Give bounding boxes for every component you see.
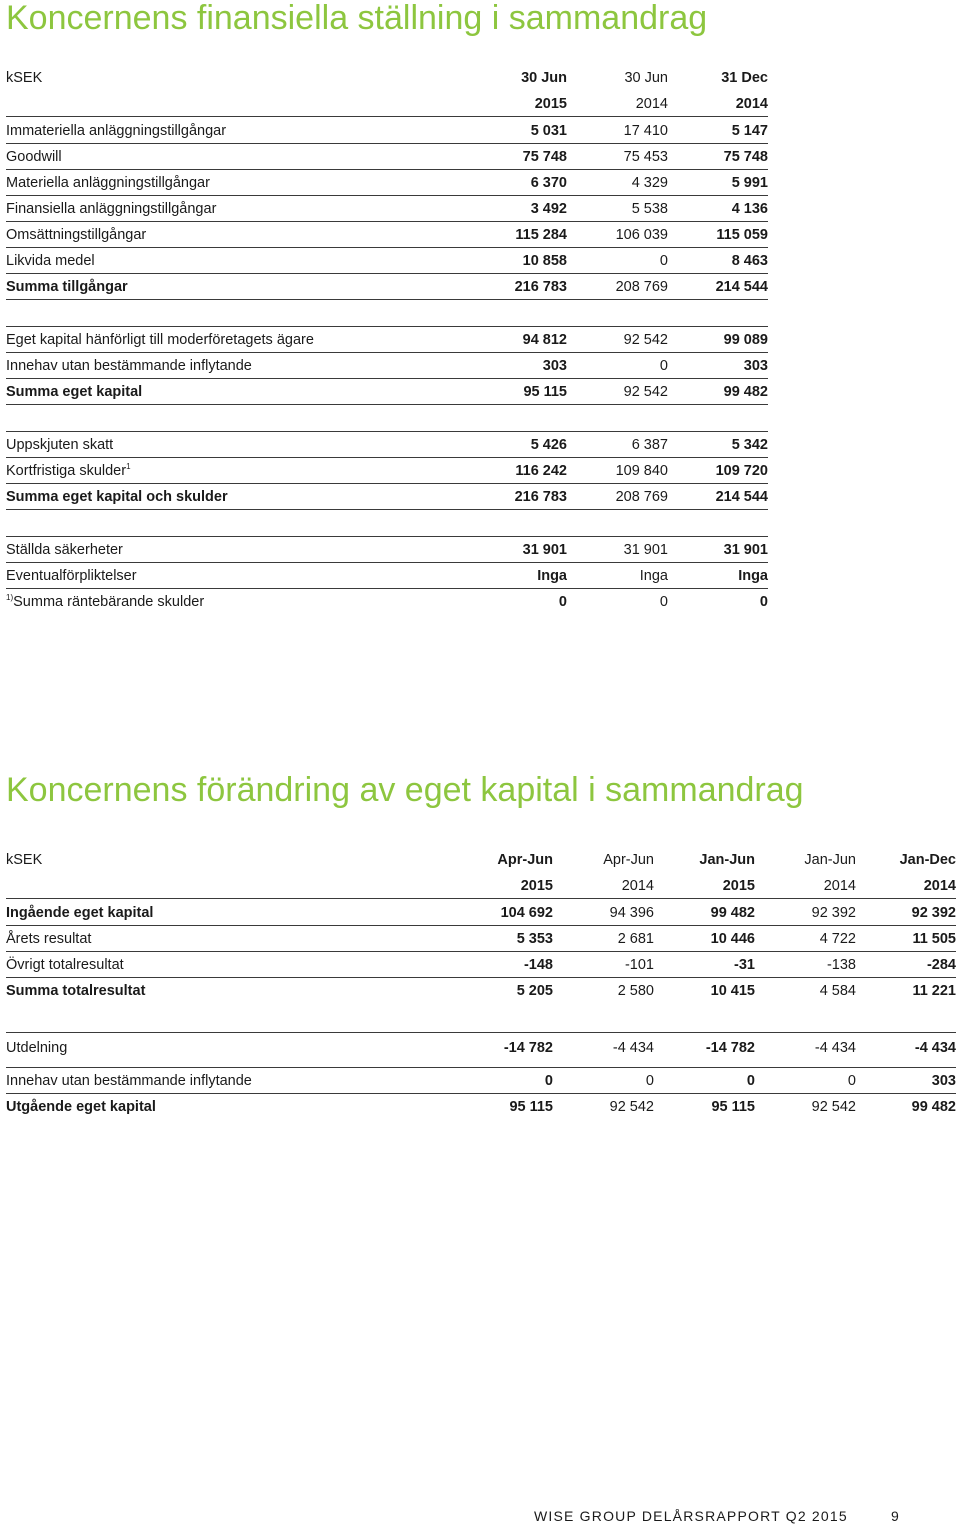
cell: Inga [738, 568, 768, 584]
cell: 4 722 [819, 931, 856, 947]
cell: 4 329 [631, 175, 668, 191]
col-header-year: 2015 [520, 878, 553, 894]
cell: 106 039 [615, 227, 668, 243]
cell: 31 901 [723, 542, 768, 558]
cell: 31 901 [623, 542, 668, 558]
col-header-year: 2014 [923, 878, 956, 894]
table-row-total [6, 978, 956, 1004]
row-label: Utdelning [6, 1040, 68, 1056]
cell: 0 [847, 1073, 856, 1089]
row-label: Innehav utan bestämmande inflytande [6, 1073, 252, 1089]
cell: -284 [926, 957, 956, 973]
row-label: Övrigt totalresultat [6, 957, 124, 973]
cell: 95 115 [523, 384, 567, 400]
cell: 6 387 [631, 437, 668, 453]
row-label: Finansiella anläggningstillgångar [6, 201, 217, 217]
row-label: Summa eget kapital [6, 384, 143, 400]
table-header-row [6, 873, 956, 899]
cell: 75 748 [522, 149, 567, 165]
cell: 208 769 [615, 279, 668, 295]
footer-publication: WISE GROUP DELÅRSRAPPORT Q2 2015 [534, 1508, 848, 1524]
col-header: Jan-Jun [804, 852, 856, 868]
cell: 303 [931, 1073, 956, 1089]
cell: 2 580 [617, 983, 654, 999]
cell: 5 353 [516, 931, 553, 947]
cell: Inga [639, 568, 668, 584]
table-row-total [6, 1094, 956, 1120]
cell: Inga [537, 568, 567, 584]
col-header: Apr-Jun [497, 852, 553, 868]
row-label: Omsättningstillgångar [6, 227, 147, 243]
row-label-text: Kortfristiga skulder [6, 463, 127, 479]
cell: 303 [542, 358, 567, 374]
table-row [6, 196, 768, 222]
table-header-row [6, 65, 768, 91]
unit-label: kSEK [6, 70, 43, 86]
row-label: Ingående eget kapital [6, 905, 154, 921]
row-label: Eventualförpliktelser [6, 568, 137, 584]
footnote-ref: 1 [126, 462, 131, 471]
cell: 5 426 [530, 437, 567, 453]
table-row-total [6, 274, 768, 300]
cell: 99 089 [723, 332, 768, 348]
row-label: Immateriella anläggningstillgångar [6, 123, 227, 139]
footnote-marker: 1) [6, 593, 14, 602]
cell: -4 434 [814, 1040, 856, 1056]
cell: 4 136 [731, 201, 768, 217]
cell: 92 542 [623, 332, 668, 348]
cell: 94 396 [609, 905, 654, 921]
row-label: Summa tillgångar [6, 279, 128, 295]
col-header: Jan-Jun [699, 852, 755, 868]
cell: 75 748 [723, 149, 768, 165]
cell: 5 991 [731, 175, 768, 191]
cell: 0 [544, 1073, 553, 1089]
cell: 92 392 [811, 905, 856, 921]
cell: 109 720 [715, 463, 768, 479]
row-label: Summa totalresultat [6, 983, 146, 999]
table-header-row [6, 91, 768, 117]
table-row [6, 248, 768, 274]
table-row [6, 589, 768, 615]
row-label: Innehav utan bestämmande inflytande [6, 358, 252, 374]
table-row [6, 144, 768, 170]
table-row [6, 326, 768, 353]
row-label: Summa eget kapital och skulder [6, 489, 228, 505]
cell: 208 769 [615, 489, 668, 505]
col-header-year: 2014 [823, 878, 856, 894]
cell: -101 [624, 957, 654, 973]
row-label [6, 458, 131, 484]
table-row [6, 1068, 956, 1094]
cell: 5 342 [731, 437, 768, 453]
cell: 109 840 [615, 463, 668, 479]
unit-label: kSEK [6, 852, 43, 868]
cell: 0 [645, 1073, 654, 1089]
col-header: Jan-Dec [899, 852, 956, 868]
col-header: 31 Dec [721, 70, 768, 86]
cell: 216 783 [514, 279, 567, 295]
table-row-total [6, 379, 768, 405]
cell: 17 410 [623, 123, 668, 139]
table-row [6, 926, 956, 952]
cell: 75 453 [623, 149, 668, 165]
table-row [6, 458, 768, 484]
row-label: Uppskjuten skatt [6, 437, 114, 453]
cell: 216 783 [514, 489, 567, 505]
table-header-row [6, 847, 956, 873]
cell: -14 782 [503, 1040, 553, 1056]
table-row [6, 1032, 956, 1068]
cell: 99 482 [723, 384, 768, 400]
cell: 31 901 [522, 542, 567, 558]
col-header-year: 2014 [621, 878, 654, 894]
cell: 104 692 [500, 905, 553, 921]
cell: 115 284 [515, 227, 567, 243]
cell: 0 [746, 1073, 755, 1089]
cell: 214 544 [715, 279, 768, 295]
cell: 99 482 [710, 905, 755, 921]
cell: 4 584 [819, 983, 856, 999]
cell: 0 [759, 594, 768, 610]
table-row [6, 536, 768, 563]
row-label: Likvida medel [6, 253, 95, 269]
cell: 5 147 [731, 123, 768, 139]
cell: 92 542 [623, 384, 668, 400]
cell: 6 370 [530, 175, 567, 191]
table-row [6, 353, 768, 379]
table-row [6, 118, 768, 144]
cell: -31 [734, 957, 755, 973]
cell: 2 681 [617, 931, 654, 947]
cell: 95 115 [509, 1099, 553, 1115]
col-header-year: 2015 [722, 878, 755, 894]
cell: 99 482 [911, 1099, 956, 1115]
col-header: 30 Jun [521, 70, 567, 86]
cell: -148 [523, 957, 553, 973]
cell: -138 [826, 957, 856, 973]
cell: 115 059 [716, 227, 768, 243]
cell: 92 392 [911, 905, 956, 921]
col-header-year: 2014 [635, 96, 668, 112]
row-label-text: Summa räntebärande skulder [13, 594, 205, 610]
row-label: Ställda säkerheter [6, 542, 123, 558]
table-row [6, 431, 768, 458]
row-label: Materiella anläggningstillgångar [6, 175, 210, 191]
row-label: Eget kapital hänförligt till moderföretagets ägare [6, 332, 314, 348]
cell: 214 544 [715, 489, 768, 505]
table-row [6, 563, 768, 589]
table-row [6, 222, 768, 248]
cell: 11 505 [912, 931, 956, 947]
cell: 92 542 [609, 1099, 654, 1115]
table-row [6, 952, 956, 978]
cell: 92 542 [811, 1099, 856, 1115]
cell: 10 415 [710, 983, 755, 999]
cell: 3 492 [530, 201, 567, 217]
cell: 5 205 [516, 983, 553, 999]
cell: 94 812 [522, 332, 567, 348]
col-header-year: 2015 [534, 96, 567, 112]
cell: 10 858 [522, 253, 567, 269]
row-label: Utgående eget kapital [6, 1099, 156, 1115]
cell: 11 221 [912, 983, 956, 999]
cell: 0 [659, 253, 668, 269]
cell: 0 [558, 594, 567, 610]
col-header-year: 2014 [735, 96, 768, 112]
page-number: 9 [891, 1508, 899, 1524]
page-title: Koncernens finansiella ställning i sammandrag [6, 0, 708, 37]
table-row [6, 170, 768, 196]
cell: -4 434 [612, 1040, 654, 1056]
cell: 8 463 [731, 253, 768, 269]
col-header: 30 Jun [624, 70, 668, 86]
table-row-total [6, 900, 956, 926]
cell: 0 [659, 358, 668, 374]
cell: 116 242 [515, 463, 567, 479]
col-header: Apr-Jun [603, 852, 654, 868]
cell: -14 782 [705, 1040, 755, 1056]
cell: 5 031 [530, 123, 567, 139]
row-label [6, 589, 204, 615]
cell: 303 [743, 358, 768, 374]
cell: 5 538 [631, 201, 668, 217]
cell: 95 115 [711, 1099, 755, 1115]
table-row-total [6, 484, 768, 510]
row-label: Årets resultat [6, 931, 92, 947]
cell: 10 446 [710, 931, 755, 947]
cell: 0 [659, 594, 668, 610]
cell: -4 434 [914, 1040, 956, 1056]
section-title: Koncernens förändring av eget kapital i sammandrag [6, 771, 804, 809]
row-label: Goodwill [6, 149, 62, 165]
